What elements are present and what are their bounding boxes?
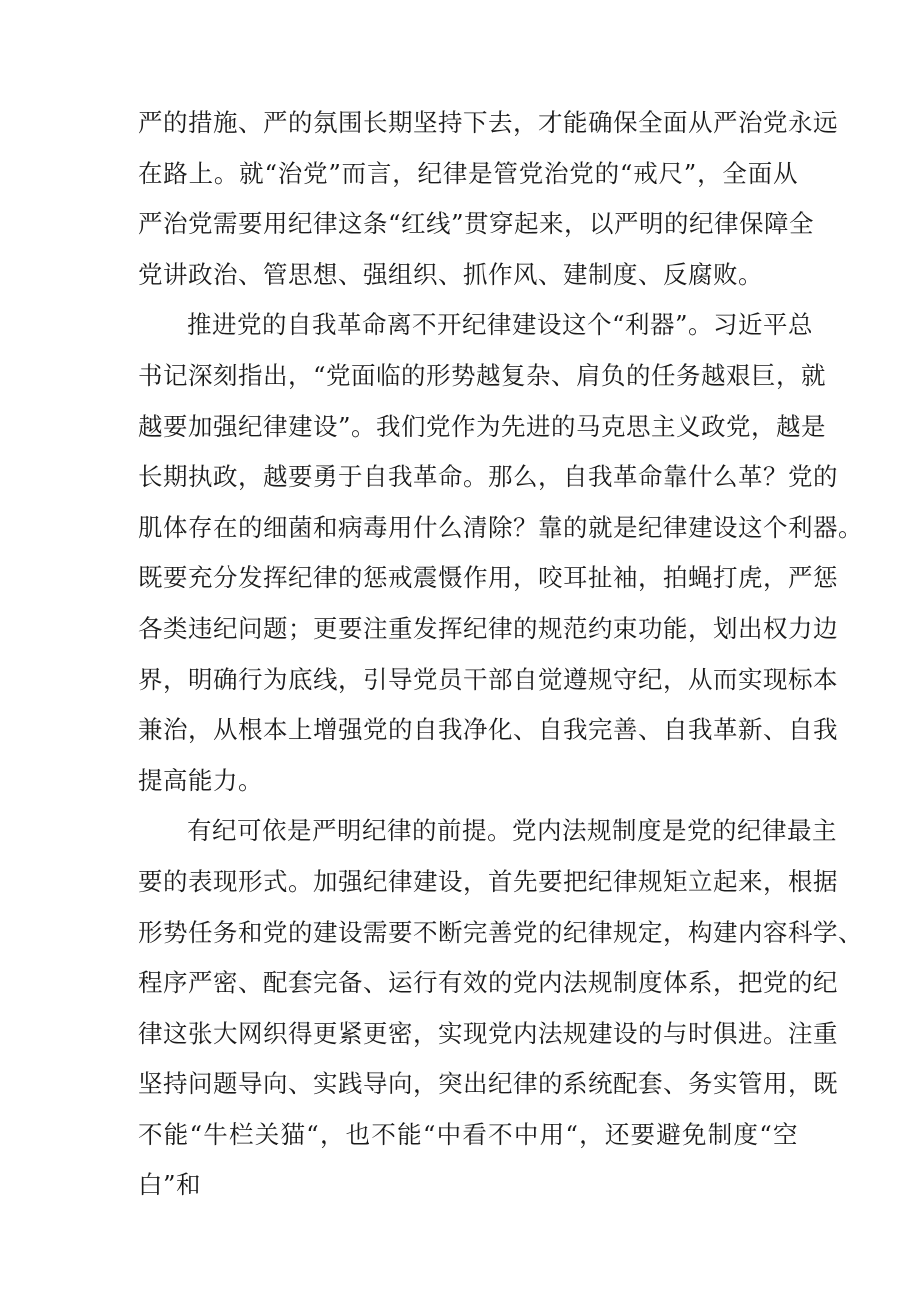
paragraph-1 — [138, 98, 838, 300]
paragraph-2 — [138, 300, 863, 806]
text-line: 白”和 — [138, 1170, 202, 1200]
text-line: 严的措施、严的氛围长期坚持下去，才能确保全面从严治党永远 — [138, 108, 838, 137]
text-line: 有纪可依是严明纪律的前提。党内法规制度是党的纪律最主 — [187, 816, 837, 846]
text-line: 长期执政，越要勇于自我革命。那么，自我革命靠什么革？党的 — [138, 462, 838, 492]
text-line: 界，明确行为底线，引导党员干部自觉遵规守纪，从而实现标本 — [138, 664, 838, 694]
text-line: 越要加强纪律建设”。我们党作为先进的马克思主义政党，越是 — [138, 411, 827, 441]
text-line: 不能“牛栏关猫“，也不能“中看不中用“，还要避免制度“空 — [138, 1119, 798, 1149]
text-line: 肌体存在的细菌和病毒用什么清除？靠的就是纪律建设这个利器。 — [138, 512, 863, 542]
text-line: 书记深刻指出，“党面临的形势越复杂、肩负的任务越艰巨，就 — [138, 360, 827, 390]
text-line: 严治党需要用纪律这条“红线”贯穿起来，以严明的纪律保障全 — [138, 209, 815, 239]
text-line: 律这张大网织得更紧更密，实现党内法规建设的与时俱进。注重 — [138, 1018, 838, 1048]
text-line: 党讲政治、管思想、强组织、抓作风、建制度、反腐败。 — [138, 259, 763, 289]
paragraph-3 — [138, 806, 863, 1211]
text-line: 各类违纪问题；更要注重发挥纪律的规范约束功能，划出权力边 — [138, 613, 838, 643]
text-line: 推进党的自我革命离不开纪律建设这个“利器”。习近平总 — [187, 310, 814, 340]
text-line: 提高能力。 — [138, 765, 263, 795]
text-line: 坚持问题导向、实践导向，突出纪律的系统配套、务实管用，既 — [138, 1069, 838, 1099]
text-line: 形势任务和党的建设需要不断完善党的纪律规定，构建内容科学、 — [138, 917, 863, 947]
body-text — [138, 98, 863, 1211]
text-line: 在路上。就“治党”而言，纪律是管党治党的“戒尺”，全面从 — [138, 158, 798, 188]
text-line: 程序严密、配套完备、运行有效的党内法规制度体系，把党的纪 — [138, 968, 838, 998]
text-line: 要的表现形式。加强纪律建设，首先要把纪律规矩立起来，根据 — [138, 866, 838, 896]
text-line: 既要充分发挥纪律的惩戒震慑作用，咬耳扯袖，拍蝇打虎，严惩 — [138, 563, 838, 593]
text-line: 兼治，从根本上增强党的自我净化、自我完善、自我革新、自我 — [138, 715, 838, 745]
